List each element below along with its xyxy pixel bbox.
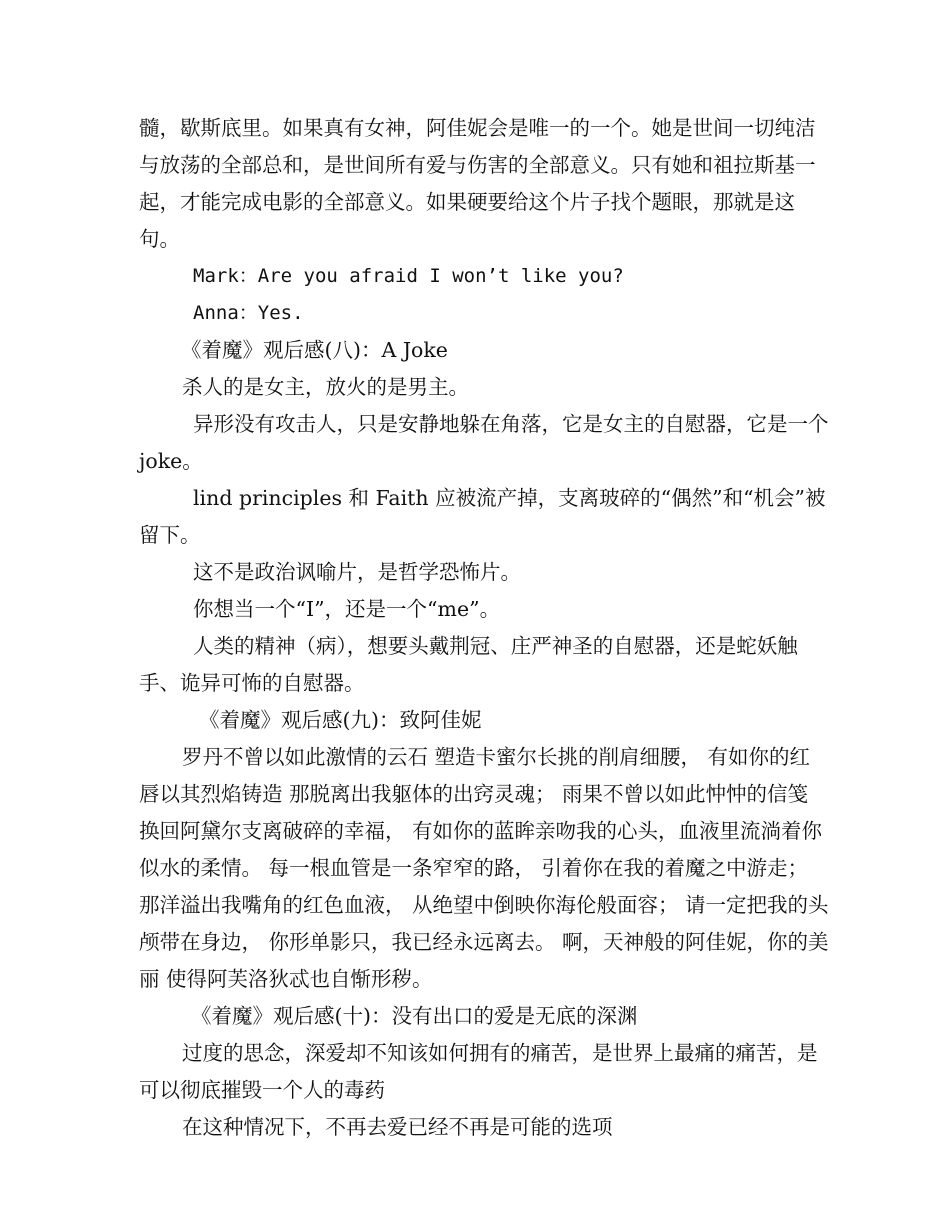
dialogue-line-anna: Anna：Yes. bbox=[193, 302, 304, 324]
paragraph: 这不是政治讽喻片，是哲学恐怖片。 bbox=[193, 560, 521, 584]
paragraph: 你想当一个“I”，还是一个“me”。 bbox=[193, 597, 501, 621]
section-heading-8: 《着魔》观后感(八)：A Joke bbox=[181, 338, 448, 362]
paragraph: 人类的精神（病），想要头戴荆冠、庄严神圣的自慰器，还是蛇妖触手、诡异可怖的自慰器。 bbox=[139, 634, 798, 695]
dialogue-line-mark: Mark：Are you afraid I won’t like you? bbox=[193, 265, 624, 287]
document-body bbox=[139, 110, 829, 1146]
paragraph: 杀人的是女主，放火的是男主。 bbox=[182, 375, 469, 399]
poem-paragraph: 罗丹不曾以如此激情的云石 塑造卡蜜尔长挑的削肩细腰， 有如你的红唇以其烈焰铸造 那脱离出我躯体的出窍灵魂； 雨果不曾以如此忡忡的信笺 换回阿黛尔支离破碎的幸福， 有如你的蓝眸亲吻我的心头，血液里流淌着你似水的柔情。 每一根血管是一条窄窄的路， 引着你在我的着魔之中游走； 那洋溢出我嘴角的红色血液， 从绝望中倒映你海伦般面容； 请一定把我的头颅带在身边， 你形单影只，我已经永远离去。 啊，天神般的阿佳妮，你的美丽 使得阿芙洛狄忒也自惭形秽。 bbox=[139, 745, 829, 991]
paragraph-continued: 髓，歇斯底里。如果真有女神，阿佳妮会是唯一的一个。她是世间一切纯洁与放荡的全部总和，是世间所有爱与伤害的全部意义。只有她和祖拉斯基一起，才能完成电影的全部意义。如果硬要给这个片子找个题眼，那就是这句。 bbox=[139, 116, 816, 251]
paragraph: lind principles 和 Faith 应被流产掉，支离玻碎的“偶然”和“机会”被留下。 bbox=[139, 486, 826, 547]
paragraph: 过度的思念，深爱却不知该如何拥有的痛苦，是世界上最痛的痛苦，是可以彻底摧毁一个人的毒药 bbox=[139, 1041, 818, 1102]
paragraph: 异形没有攻击人，只是安静地躲在角落，它是女主的自慰器，它是一个joke。 bbox=[139, 412, 829, 473]
section-heading-10: 《着魔》观后感(十)：没有出口的爱是无底的深渊 bbox=[191, 1004, 638, 1028]
paragraph: 在这种情况下，不再去爱已经不再是可能的选项 bbox=[182, 1115, 613, 1139]
section-heading-9: 《着魔》观后感(九)：致阿佳妮 bbox=[199, 708, 482, 732]
